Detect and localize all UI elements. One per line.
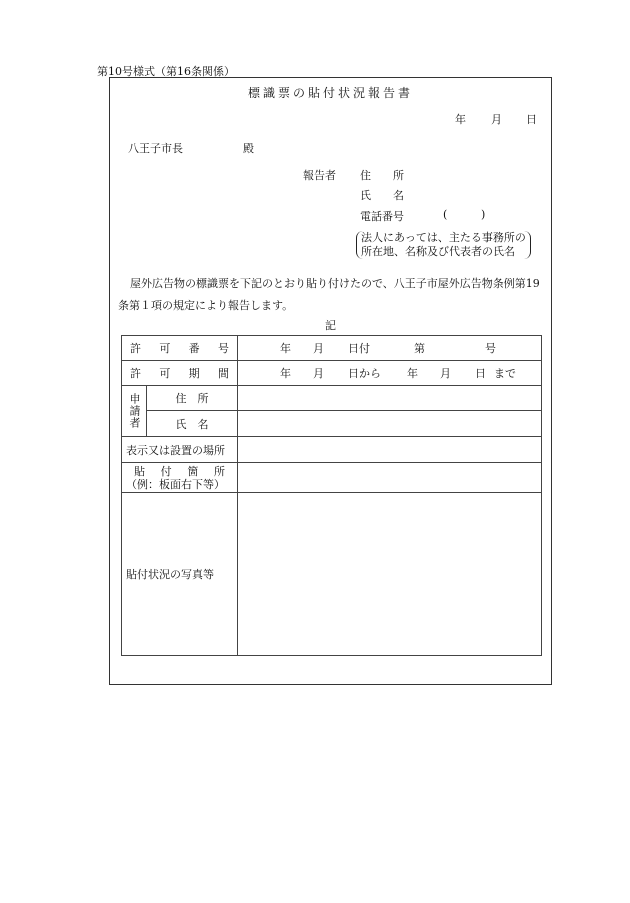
reporter-name-label: 氏 名	[360, 189, 404, 202]
permit-number-day: 日付	[348, 342, 370, 355]
permit-number-row	[122, 336, 542, 361]
corporate-note-line1: 法人にあっては、主たる事務所の	[361, 231, 526, 244]
permit-number-go: 号	[485, 342, 496, 355]
addressee-name: 八王子市長	[128, 142, 183, 155]
photo-row	[122, 493, 542, 656]
display-location-label: 表示又は設置の場所	[122, 437, 238, 463]
affix-place-cell	[122, 463, 238, 493]
ki-heading: 記	[325, 319, 336, 332]
photo-label: 貼付状況の写真等	[122, 493, 238, 656]
reporter-tel-label: 電話番号	[360, 210, 404, 223]
display-location-value	[238, 437, 542, 463]
permit-number-dai: 第	[414, 342, 425, 355]
applicant-address-row	[122, 386, 542, 411]
affix-place-value	[238, 463, 542, 493]
affix-place-example: （例：板面右下等）	[126, 477, 225, 491]
permit-period-label: 許可期間	[122, 361, 238, 386]
permit-period-value	[238, 361, 542, 386]
permit-period-year1: 年	[280, 367, 291, 380]
addressee-suffix: 殿	[243, 142, 254, 155]
permit-number-value	[238, 336, 542, 361]
corporate-note	[356, 231, 531, 259]
reporter-label: 報告者	[303, 169, 336, 182]
applicant-label: 申請者	[122, 386, 147, 437]
applicant-name-value	[238, 411, 542, 437]
date-year-label: 年	[455, 113, 466, 126]
permit-period-day2: 日	[475, 367, 486, 380]
tel-paren-close: )	[481, 208, 486, 221]
document-title: 標識票の貼付状況報告書	[247, 86, 413, 100]
permit-number-month: 月	[313, 342, 324, 355]
permit-period-month2: 月	[440, 367, 451, 380]
permit-period-made: まで	[494, 367, 516, 380]
applicant-name-row	[122, 411, 542, 437]
permit-number-label: 許可番号	[122, 336, 238, 361]
reporter-address-label: 住 所	[360, 169, 404, 182]
corporate-note-line2: 所在地、名称及び代表者の氏名	[361, 245, 515, 258]
date-month-label: 月	[491, 113, 502, 126]
date-day-label: 日	[526, 113, 537, 126]
permit-number-year: 年	[280, 342, 291, 355]
applicant-address-value	[238, 386, 542, 411]
report-form	[109, 77, 552, 685]
affix-place-row	[122, 463, 542, 493]
tel-paren-open: (	[443, 208, 448, 221]
report-body-text: 屋外広告物の標識票を下記のとおり貼り付けたので、八王子市屋外広告物条例第19条第１項の規定により報告します。	[118, 277, 540, 312]
applicant-name-label: 氏 名	[147, 411, 238, 437]
applicant-address-label: 住 所	[147, 386, 238, 411]
permit-period-day1: 日から	[348, 367, 381, 380]
permit-period-month1: 月	[313, 367, 324, 380]
report-table	[121, 335, 542, 656]
permit-period-year2: 年	[407, 367, 418, 380]
display-location-row	[122, 437, 542, 463]
form-number-label: 第10号様式（第16条関係）	[97, 65, 235, 78]
affix-place-label: 貼付箇所	[134, 464, 225, 478]
permit-period-row	[122, 361, 542, 386]
photo-area	[238, 493, 542, 656]
